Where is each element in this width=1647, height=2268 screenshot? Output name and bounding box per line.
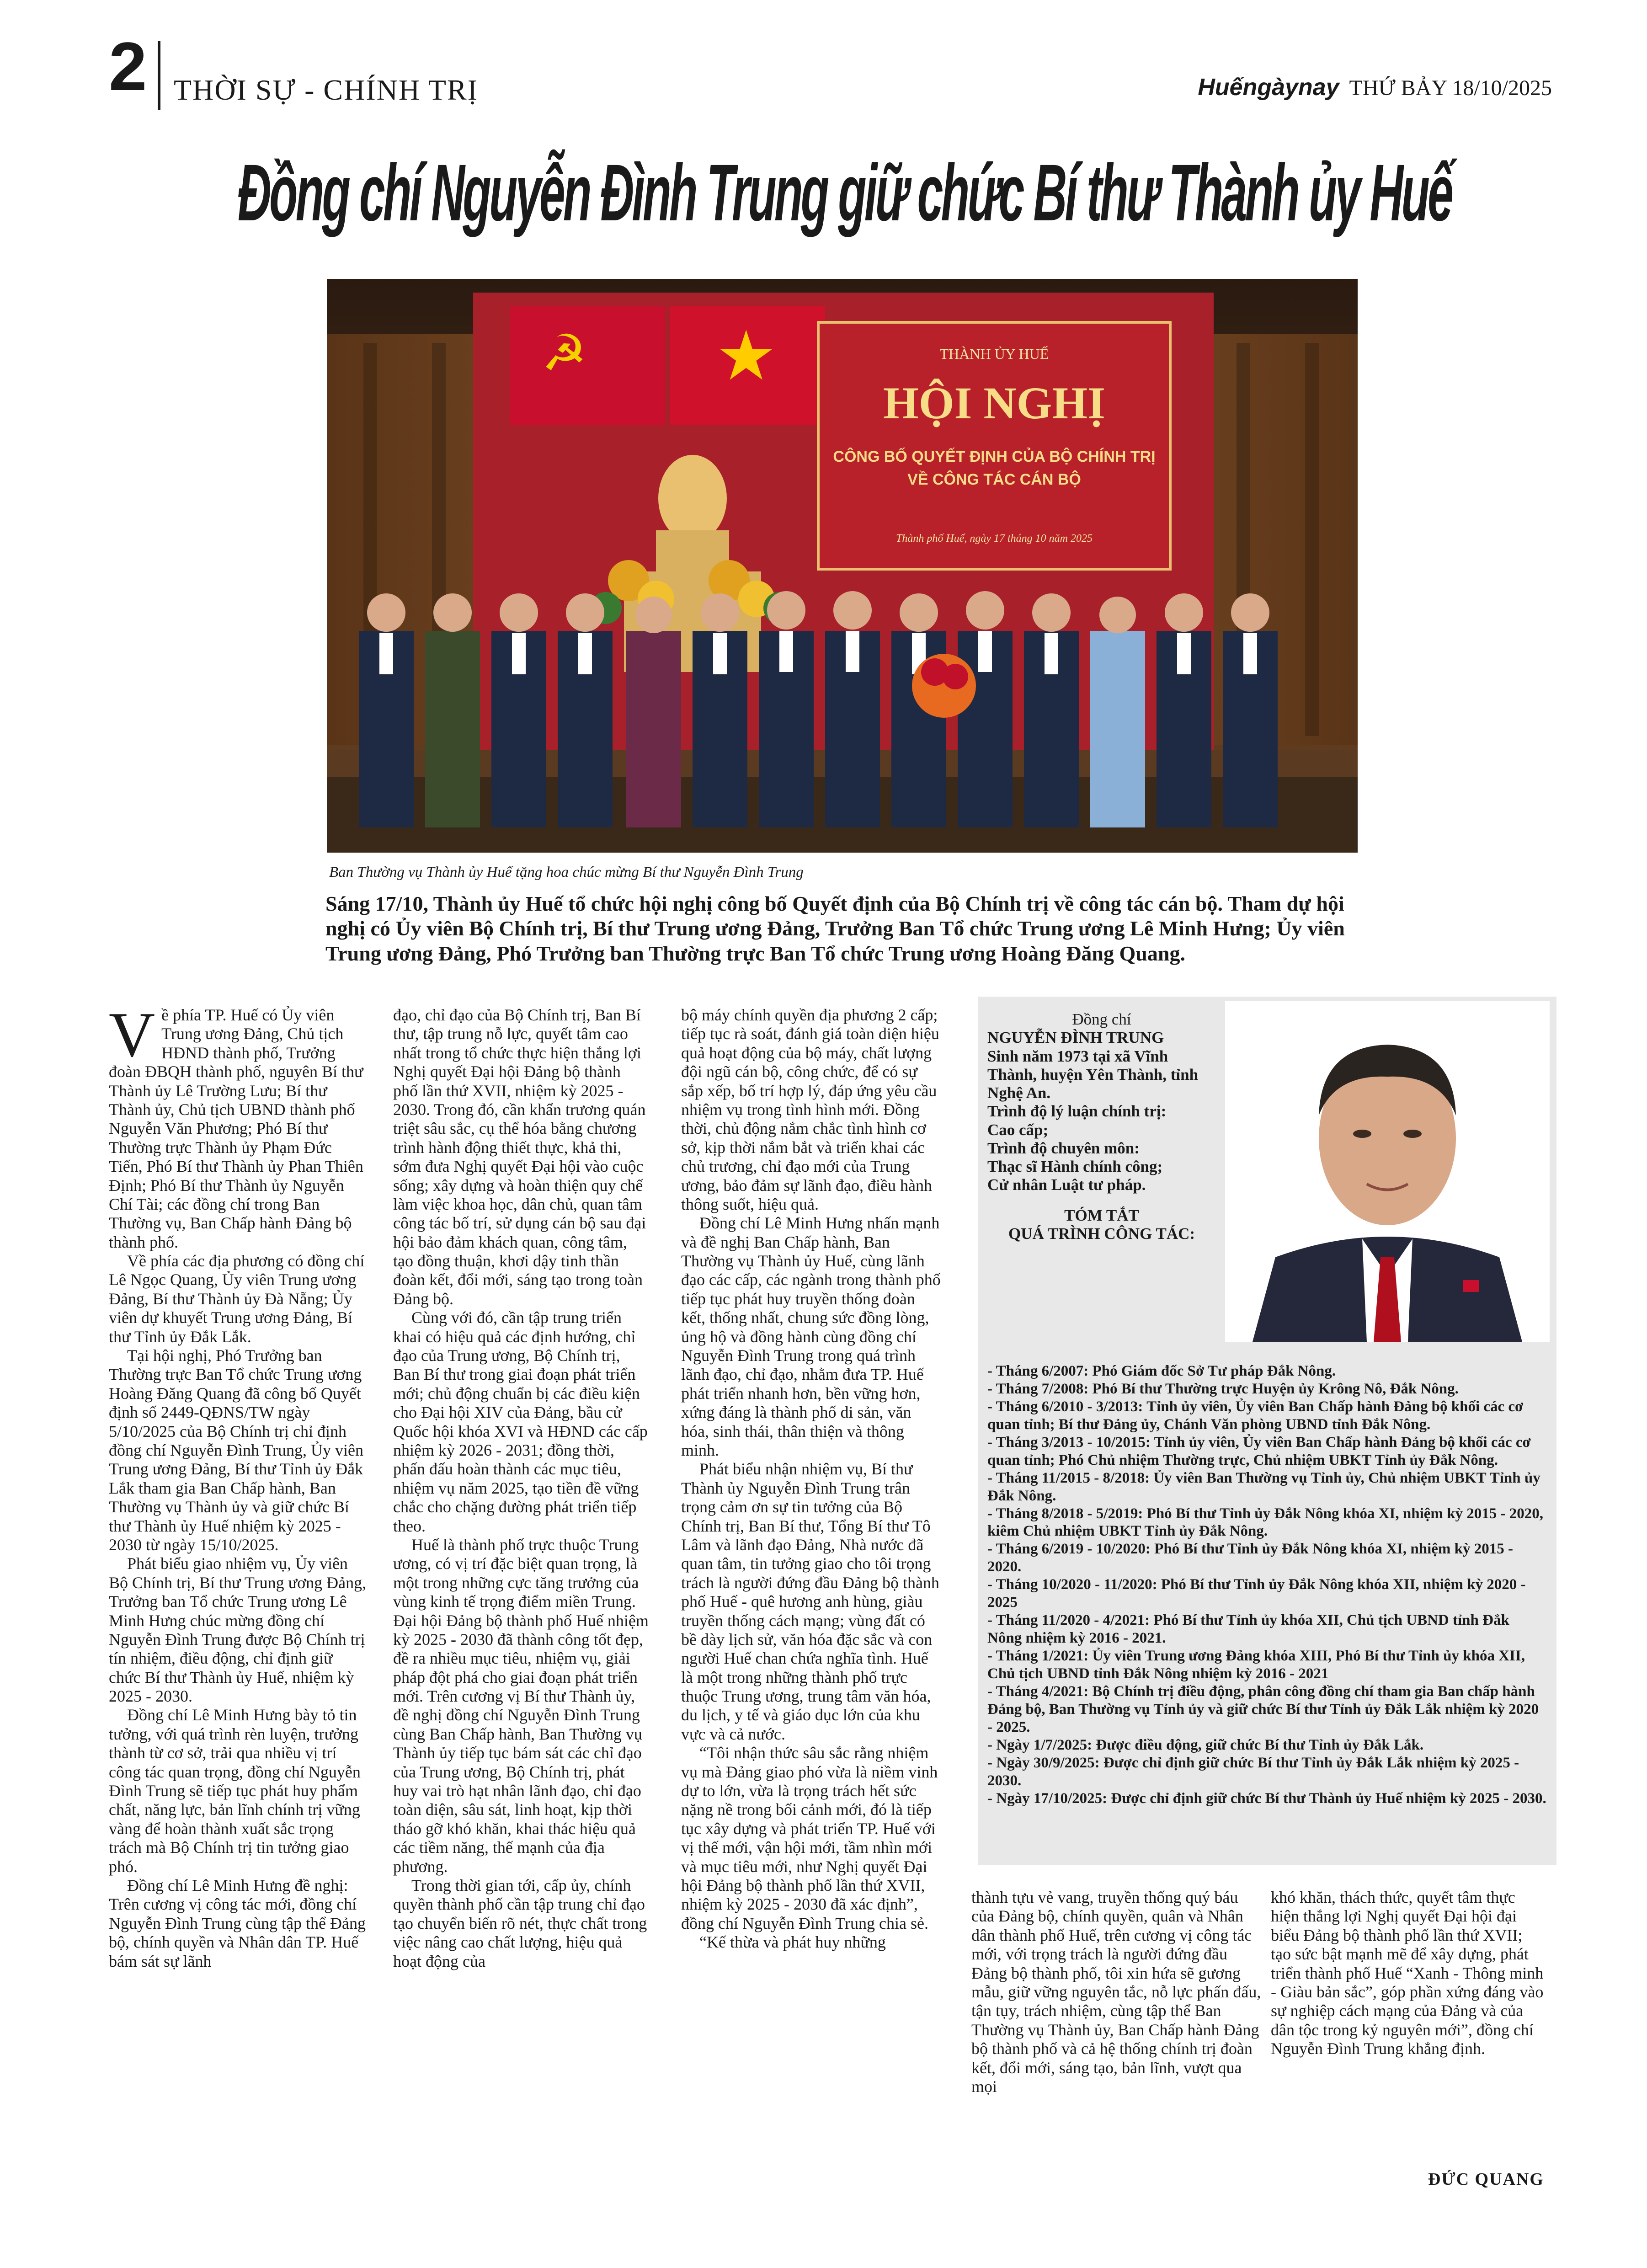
political-label: Trình độ lý luận chính trị: bbox=[987, 1102, 1167, 1121]
ceremony-photo-illustration bbox=[327, 279, 1358, 853]
paragraph: Tại hội nghị, Phó Trưởng ban Thường trực Ban Tổ chức Trung ương Hoàng Đăng Quang đã công bố Quyết định số 2449-QĐNS/TW ngày 5/10/2025 của Bộ Chính trị chỉ định đồng chí Nguyễn Đình Trung, Ủy viên Trung ương Đảng, Bí thư Tỉnh ủy Đắk Lắk tham gia Ban Chấp hành, Ban Thường vụ Thành ủy và giữ chức Bí thư Thành ủy Huế nhiệm kỳ 2025 - 2030 từ ngày 15/10/2025. bbox=[109, 1346, 363, 1554]
svg-text:☭: ☭ bbox=[542, 324, 587, 382]
party-flag bbox=[510, 306, 665, 425]
drop-cap: V bbox=[109, 999, 155, 1070]
paragraph: Trong thời gian tới, cấp ủy, chính quyền thành phố cần tập trung chỉ đạo tạo chuyển biến rõ nét, thực chất trong việc nâng cao chất lượng, hiệu quả hoạt động của bbox=[393, 1876, 647, 1970]
bust-statue bbox=[658, 455, 727, 542]
article-column-1 bbox=[109, 999, 367, 1971]
career-item: - Tháng 11/2015 - 8/2018: Ủy viên Ban Thường vụ Tỉnh ủy, Chủ nhiệm UBKT Tỉnh ủy Đắk Nông. bbox=[987, 1469, 1540, 1504]
career-item: - Ngày 17/10/2025: Được chỉ định giữ chức Bí thư Thành ủy Huế nhiệm kỳ 2025 - 2030. bbox=[987, 1790, 1546, 1807]
career-item: - Tháng 6/2019 - 10/2020: Phó Bí thư Tỉnh ủy Đắk Nông khóa XI, nhiệm kỳ 2015 - 2020. bbox=[987, 1541, 1514, 1575]
paragraph: “Kế thừa và phát huy những bbox=[699, 1933, 886, 1952]
masthead bbox=[1198, 75, 1552, 99]
profile-birth: Sinh năm 1973 tại xã Vĩnh Thành, huyện Yên Thành, tỉnh Nghệ An. bbox=[987, 1047, 1199, 1102]
banner-place: Thành phố Huế, ngày 17 tháng 10 năm 2025 bbox=[896, 533, 1093, 544]
svg-text:★: ★ bbox=[715, 316, 777, 396]
paragraph: khó khăn, thách thức, quyết tâm thực hiện thắng lợi Nghị quyết Đại hội đại biểu Đảng bộ thành phố lần thứ XVII; tạo sức bật mạnh mẽ để xây dựng, phát triển thành phố Huế “Xanh - Thông minh - Giàu bản sắc”, góp phần xứng đáng vào sự nghiệp cách mạng của Đảng và của dân tộc trong kỷ nguyên mới”, đồng chí Nguyễn Đình Trung khẳng định. bbox=[1271, 1888, 1544, 2058]
paragraph: Huế là thành phố trực thuộc Trung ương, có vị trí đặc biệt quan trọng, là một trong những cực tăng trưởng của vùng kinh tế trọng điểm miền Trung. Đại hội Đảng bộ thành phố Huế nhiệm kỳ 2025 - 2030 đã thành công tốt đẹp, đề ra nhiều mục tiêu, nhiệm vụ, giải pháp đột phá cho giai đoạn phát triển mới. Trên cương vị Bí thư Thành ủy, đề nghị đồng chí Nguyễn Đình Trung cùng Ban Chấp hành, Ban Thường vụ Thành ủy tiếp tục bám sát các chỉ đạo của Trung ương, Bộ Chính trị, phát huy vai trò hạt nhân lãnh đạo, chỉ đạo toàn diện, sâu sát, linh hoạt, kịp thời tháo gỡ khó khăn, khai thác hiệu quả các tiềm năng, thế mạnh của địa phương. bbox=[393, 1535, 649, 1876]
banner-line-2: VỀ CÔNG TÁC CÁN BỘ bbox=[907, 471, 1081, 488]
expertise-2: Cử nhân Luật tư pháp. bbox=[987, 1176, 1146, 1194]
career-list bbox=[987, 1362, 1547, 1807]
paragraph: Đồng chí Lê Minh Hưng bày tỏ tin tưởng, với quá trình rèn luyện, trưởng thành từ cơ sở, trải qua nhiều vị trí công tác quan trọng, đồng chí Nguyễn Đình Trung sẽ tiếp tục phát huy phẩm chất, năng lực, bản lĩnh chính trị vững vàng để hoàn thành xuất sắc trọng trách mà Bộ Chính trị tin tưởng giao phó. bbox=[109, 1706, 361, 1876]
career-item: - Tháng 7/2008: Phó Bí thư Thường trực Huyện ủy Krông Nô, Đắk Nông. bbox=[987, 1380, 1459, 1397]
expertise-1: Thạc sĩ Hành chính công; bbox=[987, 1158, 1163, 1175]
career-heading-1: TÓM TẮT bbox=[1064, 1206, 1139, 1224]
banner-title: HỘI NGHỊ bbox=[883, 378, 1106, 428]
career-item: - Tháng 6/2010 - 3/2013: Tỉnh ủy viên, Ủy viên Ban Chấp hành Đảng bộ khối các cơ quan tỉnh; Bí thư Đảng ủy, Chánh Văn phòng UBND tỉnh Đắk Nông. bbox=[987, 1398, 1524, 1433]
header-divider bbox=[158, 41, 160, 110]
profile-title: Đồng chí bbox=[1072, 1010, 1131, 1028]
paragraph: ề phía TP. Huế có Ủy viên Trung ương Đảng, Chủ tịch HĐND thành phố, Trưởng đoàn ĐBQH thành phố, nguyên Bí thư Thành ủy Lê Trường Lưu; Bí thư Thành ủy, Chủ tịch UBND thành phố Nguyễn Văn Phương; Phó Bí thư Thường trực Thành ủy Phạm Đức Tiến, Phó Bí thư Thành ủy Phan Thiên Định; Phó Bí thư Thành ủy Nguyễn Chí Tài; các đồng chí trong Ban Thường vụ, Ban Chấp hành Đảng bộ thành phố. bbox=[109, 1006, 363, 1251]
paragraph: Về phía các địa phương có đồng chí Lê Ngọc Quang, Ủy viên Trung ương Đảng, Bí thư Thành ủy Đà Nẵng; Ủy viên dự khuyết Trung ương Đảng, Bí thư Tỉnh ủy Đắk Lắk. bbox=[109, 1252, 365, 1346]
expertise-label: Trình độ chuyên môn: bbox=[987, 1139, 1140, 1157]
career-item: - Tháng 3/2013 - 10/2015: Tỉnh ủy viên, Ủy viên Ban Chấp hành Đảng bộ khối các cơ quan tỉnh; Phó Chủ nhiệm Thường trực, Chủ nhiệm UBKT Tỉnh ủy Đắk Nông. bbox=[987, 1434, 1531, 1468]
career-item: - Tháng 10/2020 - 11/2020: Phó Bí thư Tỉnh ủy Đắk Nông khóa XII, nhiệm kỳ 2020 - 2025 bbox=[987, 1576, 1526, 1611]
portrait-photo bbox=[1225, 1001, 1550, 1342]
section-title: THỜI SỰ - CHÍNH TRỊ bbox=[174, 74, 478, 106]
profile-name: NGUYỄN ĐÌNH TRUNG bbox=[987, 1029, 1164, 1047]
profile-summary bbox=[987, 1010, 1216, 1243]
career-item: - Tháng 8/2018 - 5/2019: Phó Bí thư Tỉnh ủy Đắk Nông khóa XI, nhiệm kỳ 2015 - 2020, kiêm Chủ nhiệm UBKT Tỉnh ủy Đắk Nông. bbox=[987, 1505, 1544, 1540]
paragraph: Phát biểu giao nhiệm vụ, Ủy viên Bộ Chính trị, Bí thư Trung ương Đảng, Trưởng ban Tổ chức Trung ương Lê Minh Hưng chúc mừng đồng chí Nguyễn Đình Trung được Bộ Chính trị tín nhiệm, điều động, chỉ định giữ chức Bí thư Thành ủy Huế, nhiệm kỳ 2025 - 2030. bbox=[109, 1554, 367, 1706]
party-badge bbox=[1463, 1280, 1479, 1292]
photo-caption: Ban Thường vụ Thành ủy Huế tặng hoa chúc mừng Bí thư Nguyễn Đình Trung bbox=[329, 864, 804, 881]
newspaper-brand: Huếngàynay bbox=[1198, 74, 1339, 101]
paragraph: “Tôi nhận thức sâu sắc rằng nhiệm vụ mà Đảng giao phó vừa là niềm vinh dự to lớn, vừa là trọng trách hết sức nặng nề trong bối cảnh mới, đó là tiếp tục xây dựng và phát triển TP. Huế với vị thế mới, vận hội mới, tầm nhìn mới và mục tiêu mới, như Nghị quyết Đại hội Đảng bộ thành phố lần thứ XVII, nhiệm kỳ 2025 - 2030 đã xác định”, đồng chí Nguyễn Đình Trung chia sẻ. bbox=[681, 1744, 938, 1932]
political-value: Cao cấp; bbox=[987, 1121, 1049, 1139]
career-item: - Tháng 4/2021: Bộ Chính trị điều động, phân công đồng chí tham gia Ban chấp hành Đảng bộ, Ban Thường vụ Tỉnh ủy và giữ chức Bí thư Tỉnh ủy Đắk Lắk nhiệm kỳ 2020 - 2025. bbox=[987, 1683, 1539, 1735]
paragraph: Cùng với đó, cần tập trung triển khai có hiệu quả các định hướng, chỉ đạo của Trung ương, Bộ Chính trị, Ban Bí thư trong giai đoạn phát triển mới; chủ động chuẩn bị các điều kiện cho Đại hội XIV của Đảng, bầu cử Quốc hội khóa XVI và HĐND các cấp nhiệm kỳ 2026 - 2031; đồng thời, phấn đấu hoàn thành các mục tiêu, nhiệm vụ năm 2025, tạo tiền đề vững chắc cho chặng đường phát triển tiếp theo. bbox=[393, 1308, 648, 1535]
headline: Đồng chí Nguyễn Đình Trung giữ chức Bí thư Thành ủy Huế bbox=[238, 148, 1452, 238]
article-column-3 bbox=[681, 1006, 942, 1952]
article-column-2 bbox=[393, 1006, 649, 1971]
portrait-illustration bbox=[1225, 1001, 1550, 1342]
career-item: - Ngày 1/7/2025: Được điều động, giữ chức Bí thư Tỉnh ủy Đắk Lắk. bbox=[987, 1736, 1424, 1753]
banner-line-1: CÔNG BỐ QUYẾT ĐỊNH CỦA BỘ CHÍNH TRỊ bbox=[833, 448, 1156, 465]
paragraph: thành tựu vẻ vang, truyền thống quý báu của Đảng bộ, chính quyền, quân và Nhân dân thành phố Huế, trên cương vị công tác mới, với trọng trách là người đứng đầu Đảng bộ thành phố, tôi xin hứa sẽ gương mẫu, giữ vững nguyên tắc, nỗ lực phấn đấu, tận tụy, trách nhiệm, cùng tập thể Ban Thường vụ Thành ủy, Ban Chấp hành Đảng bộ thành phố và cả hệ thống chính trị đoàn kết, đổi mới, sáng tạo, bản lĩnh, vượt qua mọi bbox=[971, 1888, 1261, 2096]
paragraph: đạo, chỉ đạo của Bộ Chính trị, Ban Bí thư, tập trung nỗ lực, quyết tâm cao nhất trong tổ chức thực hiện thắng lợi Nghị quyết Đại hội Đảng bộ thành phố lần thứ XVII, nhiệm kỳ 2025 - 2030. Trong đó, cần khẩn trương quán triệt sâu sắc, cụ thể hóa bằng chương trình hành động thiết thực, khả thi, sớm đưa Nghị quyết Đại hội vào cuộc sống; xây dựng và hoàn thiện quy chế làm việc khoa học, dân chủ, quan tâm công tác bố trí, sử dụng cán bộ sau đại hội bảo đảm khách quan, công tâm, tạo đồng thuận, khơi dậy tinh thần đoàn kết, đổi mới, sáng tạo trong toàn Đảng bộ. bbox=[393, 1006, 646, 1308]
career-item: - Tháng 1/2021: Ủy viên Trung ương Đảng khóa XIII, Phó Bí thư Tỉnh ủy khóa XII, Chủ tịch UBND tỉnh Đắk Nông nhiệm kỳ 2016 - 2021 bbox=[987, 1648, 1525, 1682]
career-heading-2: QUÁ TRÌNH CÔNG TÁC: bbox=[1008, 1224, 1195, 1243]
main-photo bbox=[327, 279, 1358, 853]
issue-date: THỨ BẢY 18/10/2025 bbox=[1349, 76, 1552, 100]
article-column-4 bbox=[971, 1888, 1264, 2096]
page-number: 2 bbox=[109, 28, 147, 105]
career-item: - Tháng 6/2007: Phó Giám đốc Sở Tư pháp Đắk Nông. bbox=[987, 1363, 1336, 1379]
paragraph: Đồng chí Lê Minh Hưng nhấn mạnh và đề nghị Ban Chấp hành, Ban Thường vụ Thành ủy Huế, cùng lãnh đạo các cấp, các ngành trong thành phố tiếp tục phát huy truyền thống đoàn kết, thống nhất, chung sức đồng lòng, ủng hộ và đồng hành cùng đồng chí Nguyễn Đình Trung trong quá trình lãnh đạo, chỉ đạo, nhằm đưa TP. Huế phát triển nhanh hơn, bền vững hơn, xứng đáng là thành phố di sản, văn hóa, sinh thái, thân thiện và thông minh. bbox=[681, 1214, 941, 1459]
banner-org: THÀNH ỦY HUẾ bbox=[939, 346, 1049, 362]
paragraph: Đồng chí Lê Minh Hưng đề nghị: Trên cương vị công tác mới, đồng chí Nguyễn Đình Trung cùng tập thể Đảng bộ, chính quyền và Nhân dân TP. Huế bám sát sự lãnh bbox=[109, 1876, 366, 1970]
profile-box bbox=[978, 997, 1556, 1865]
article-column-5 bbox=[1271, 1888, 1545, 2059]
career-item: - Tháng 11/2020 - 4/2021: Phó Bí thư Tỉnh ủy khóa XII, Chủ tịch UBND tỉnh Đắk Nông nhiệm kỳ 2016 - 2021. bbox=[987, 1612, 1509, 1647]
byline: ĐỨC QUANG bbox=[1428, 2170, 1544, 2189]
paragraph: Phát biểu nhận nhiệm vụ, Bí thư Thành ủy Nguyễn Đình Trung trân trọng cảm ơn sự tin tưởng của Bộ Chính trị, Ban Bí thư, Tổng Bí thư Tô Lâm và lãnh đạo Đảng, Nhà nước đã quan tâm, tin tưởng giao cho tôi trọng trách là người đứng đầu Đảng bộ thành phố Huế - quê hương anh hùng, giàu truyền thống cách mạng; vùng đất có bề dày lịch sử, văn hóa đặc sắc và con người Huế chan chứa nghĩa tình. Huế là một trong những thành phố trực thuộc Trung ương, trung tâm văn hóa, du lịch, y tế và giáo dục lớn của khu vực và cả nước. bbox=[681, 1460, 939, 1743]
paragraph: bộ máy chính quyền địa phương 2 cấp; tiếp tục rà soát, đánh giá toàn diện hiệu quả hoạt động của bộ máy, chất lượng đội ngũ cán bộ, công chức, để có sự sắp xếp, bố trí hợp lý, đáp ứng yêu cầu nhiệm vụ trong tình hình mới. Đồng thời, chủ động nắm chắc tình hình cơ sở, kịp thời nắm bắt và triển khai các chủ trương, chỉ đạo mới của Trung ương, bảo đảm sự lãnh đạo, điều hành thông suốt, hiệu quả. bbox=[681, 1006, 939, 1213]
career-item: - Ngày 30/9/2025: Được chỉ định giữ chức Bí thư Tỉnh ủy Đắk Lắk nhiệm kỳ 2025 - 2030. bbox=[987, 1754, 1519, 1789]
lead-paragraph: Sáng 17/10, Thành ủy Huế tổ chức hội nghị công bố Quyết định của Bộ Chính trị về công tác cán bộ. Tham dự hội nghị có Ủy viên Bộ Chính trị, Bí thư Trung ương Đảng, Trưởng Ban Tổ chức Trung ương Lê Minh Hưng; Ủy viên Trung ương Đảng, Phó Trưởng ban Thường trực Ban Tổ chức Trung ương Hoàng Đăng Quang. bbox=[325, 892, 1345, 965]
